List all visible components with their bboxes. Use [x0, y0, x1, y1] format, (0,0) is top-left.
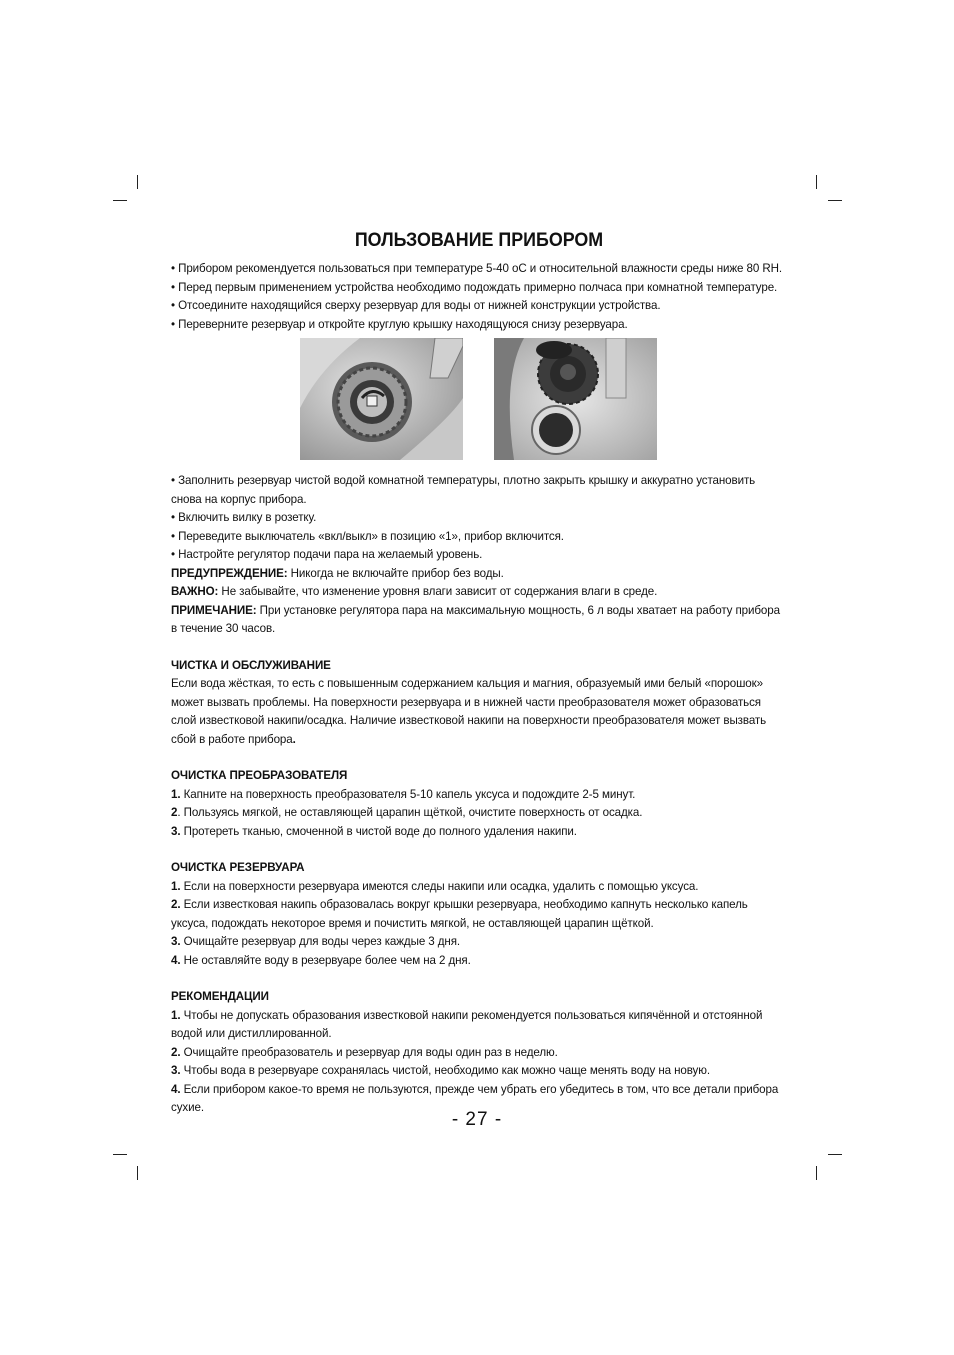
- reservoir-cap-photo: [300, 338, 463, 460]
- item-number: 3.: [171, 824, 181, 838]
- list-item: [171, 952, 787, 971]
- photo-row: [171, 338, 787, 468]
- item-number: 2.: [171, 898, 181, 911]
- important-text: Не забывайте, что изменение уровня влаги зависит от содержания влаги в среде.: [218, 585, 658, 598]
- note-label: ПРИМЕЧАНИЕ:: [171, 603, 257, 617]
- cleaning-text-end: .: [292, 732, 296, 746]
- list-item: [171, 786, 787, 805]
- item-number: 1.: [171, 1008, 181, 1022]
- item-text: Не оставляйте воду в резервуаре более чем на 2 дня.: [180, 953, 471, 967]
- step-item: • Настройте регулятор подачи пара на желаемый уровень.: [171, 548, 483, 561]
- page-content: [171, 228, 787, 1118]
- recommendations-list: [171, 1007, 787, 1118]
- crop-mark-bottom-left-vertical: [137, 1166, 138, 1180]
- crop-mark-bottom-right-vertical: [816, 1166, 817, 1180]
- item-number: 4.: [171, 1082, 181, 1096]
- crop-mark-top-right-vertical: [816, 175, 817, 189]
- item-number: 3.: [171, 935, 181, 948]
- cleaning-heading: ЧИСТКА И ОБСЛУЖИВАНИЕ: [171, 658, 331, 672]
- note-paragraph: [171, 602, 787, 639]
- item-text: Очищайте резервуар для воды через каждые 3 дня.: [180, 935, 461, 948]
- page-number: - 27 -: [451, 1109, 503, 1130]
- cleaning-text: Если вода жёсткая, то есть с повышенным содержанием кальция и магния, образуемый ими белый «порошок» может вызвать проблемы. На поверхности резервуара и в нижней части преобразователя может образоваться слой известковой накипи/осадка. Наличие известковой накипи на поверхности преобразователя может вызвать сбой в работе прибора: [171, 677, 767, 746]
- item-number: 2: [171, 806, 178, 819]
- cleaning-paragraph: [171, 675, 787, 749]
- crop-mark-top-left-vertical: [137, 175, 138, 189]
- intro-item: • Перед первым применением устройства необходимо подождать примерно полчаса при комнатной температуре.: [171, 280, 778, 294]
- important-paragraph: [171, 583, 787, 602]
- item-text: Чтобы не допускать образования известковой накипи рекомендуется пользоваться кипячённой и отстоянной водой или дистиллированной.: [171, 1008, 763, 1040]
- crop-mark-bottom-left-horizontal: [113, 1154, 127, 1155]
- item-number: 1.: [171, 879, 181, 893]
- list-item: [171, 804, 787, 823]
- item-number: 4.: [171, 953, 181, 967]
- list-item: [171, 1062, 787, 1081]
- crop-mark-bottom-right-horizontal: [828, 1154, 842, 1155]
- item-text: . Пользуясь мягкой, не оставляющей царапин щёткой, очистите поверхность от осадка.: [177, 806, 643, 819]
- step-item: • Переведите выключатель «вкл/выкл» в позицию «1», прибор включится.: [171, 529, 564, 543]
- item-text: Если на поверхности резервуара имеются следы накипи или осадка, удалить с помощью уксуса.: [180, 879, 699, 893]
- intro-item: • Прибором рекомендуется пользоваться при температуре 5-40 оС и относительной влажности среды ниже 80 RH.: [171, 262, 782, 275]
- intro-item: • Переверните резервуар и откройте круглую крышку находящуюся снизу резервуара.: [171, 317, 628, 331]
- important-label: ВАЖНО:: [171, 585, 219, 598]
- item-number: 2.: [171, 1045, 181, 1059]
- steps-list: [171, 472, 787, 639]
- item-text: Если прибором какое-то время не пользуются, прежде чем убрать его убедитесь в том, что все детали прибора сухие.: [171, 1082, 779, 1114]
- crop-mark-top-left-horizontal: [113, 200, 127, 201]
- transducer-heading: ОЧИСТКА ПРЕОБРАЗОВАТЕЛЯ: [171, 769, 348, 782]
- item-text: Чтобы вода в резервуаре сохранялась чистой, необходимо как можно чаще менять воду на новую.: [180, 1064, 710, 1077]
- crop-mark-top-right-horizontal: [828, 200, 842, 201]
- warning-paragraph: [171, 565, 787, 584]
- intro-list: [171, 260, 787, 334]
- warning-text: Никогда не включайте прибор без воды.: [287, 566, 504, 580]
- item-number: 1.: [171, 787, 181, 801]
- list-item: [171, 878, 787, 897]
- warning-label: ПРЕДУПРЕЖДЕНИЕ:: [171, 566, 288, 580]
- reservoir-heading: ОЧИСТКА РЕЗЕРВУАРА: [171, 861, 305, 874]
- list-item: [171, 1044, 787, 1063]
- open-reservoir-photo: [494, 338, 657, 460]
- step-item: • Включить вилку в розетку.: [171, 511, 317, 524]
- item-text: Капните на поверхность преобразователя 5-10 капель уксуса и подождите 2-5 минут.: [180, 787, 636, 801]
- item-text: Если известковая накипь образовалась вокруг крышки резервуара, необходимо капнуть несколько капель уксуса, подождать некоторое время и почистить мягкой, не оставляющей царапин щёткой.: [171, 898, 748, 930]
- step-item: • Заполнить резервуар чистой водой комнатной температуры, плотно закрыть крышку и аккуратно установить снова на корпус прибора.: [171, 474, 756, 506]
- list-item: [171, 823, 787, 842]
- item-text: Очищайте преобразователь и резервуар для воды один раз в неделю.: [180, 1045, 558, 1059]
- page-title: ПОЛЬЗОВАНИЕ ПРИБОРОМ: [354, 230, 604, 251]
- list-item: [171, 933, 787, 952]
- note-text: При установке регулятора пара на максимальную мощность, 6 л воды хватает на работу прибора в течение 30 часов.: [171, 603, 780, 635]
- item-text: Протереть тканью, смоченной в чистой воде до полного удаления накипи.: [180, 824, 577, 838]
- list-item: [171, 896, 787, 933]
- intro-item: • Отсоедините находящийся сверху резервуар для воды от нижней конструкции устройства.: [171, 299, 661, 312]
- reservoir-list: [171, 878, 787, 971]
- list-item: [171, 1007, 787, 1044]
- item-number: 3.: [171, 1064, 181, 1077]
- transducer-list: [171, 786, 787, 842]
- recommendations-heading: РЕКОМЕНДАЦИИ: [171, 990, 269, 1003]
